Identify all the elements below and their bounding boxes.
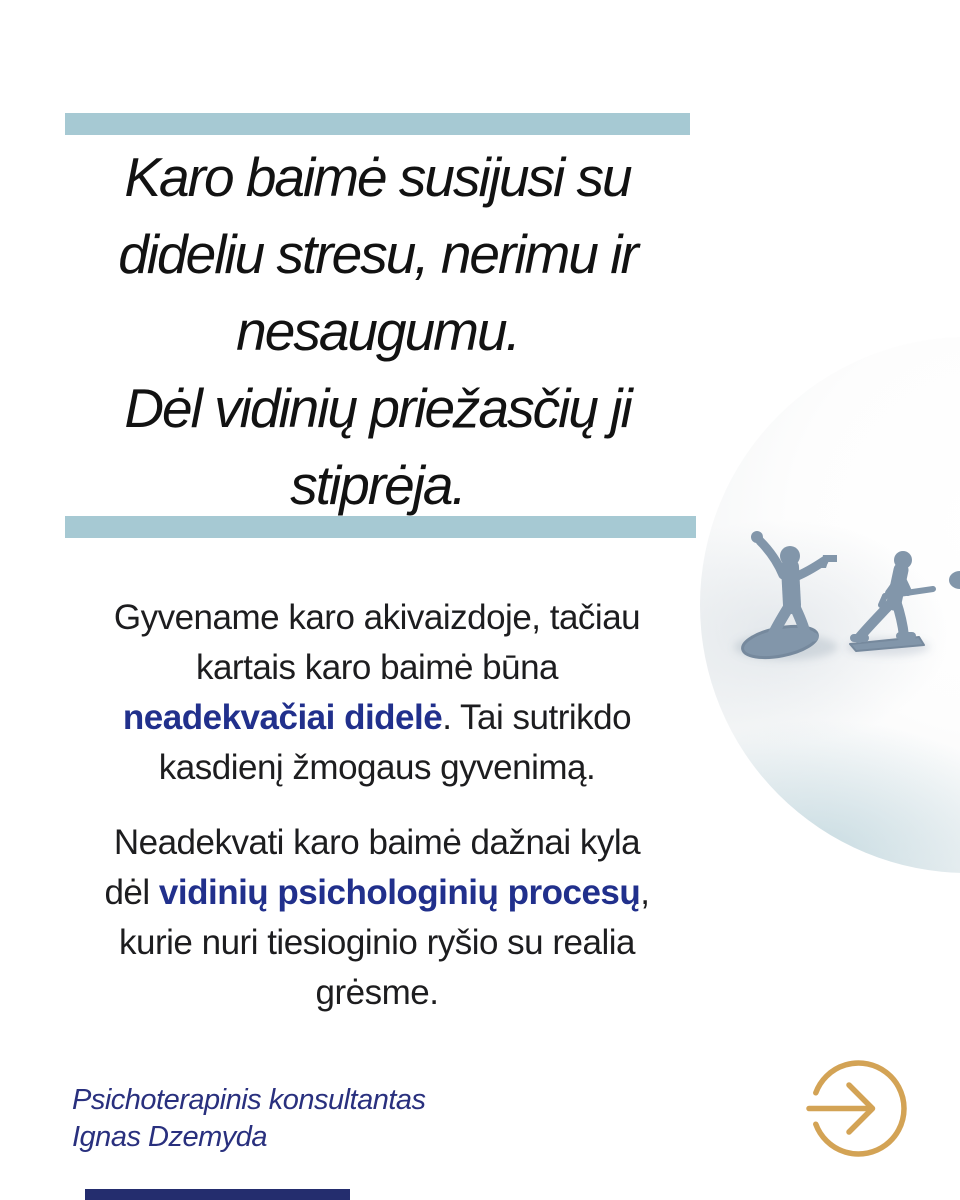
headline-line: nesaugumu. <box>236 300 519 362</box>
text-line <box>70 818 684 868</box>
text-line <box>70 643 684 693</box>
text-line <box>70 968 684 1018</box>
headline-line: Karo baimė susijusi su <box>124 146 631 208</box>
headline <box>65 139 690 524</box>
next-arrow-icon[interactable] <box>805 1055 915 1165</box>
paragraph-1 <box>70 593 684 793</box>
headline-line: Dėl vidinių priežasčių ji <box>124 377 631 439</box>
text-line <box>70 743 684 793</box>
clipped-toy-piece <box>949 571 960 589</box>
headline-line: dideliu stresu, nerimu ir <box>118 223 637 285</box>
toy-soldiers-illustration <box>700 337 960 873</box>
body-text: , <box>640 873 650 912</box>
bottom-accent-bar <box>85 1189 350 1200</box>
body-text: Neadekvati karo baimė dažnai kyla <box>113 823 641 862</box>
headline-line: stiprėja. <box>290 454 465 516</box>
credit <box>72 1082 426 1156</box>
toy-soldiers-photo <box>700 337 960 873</box>
text-line <box>70 693 684 743</box>
accent-text: neadekvačiai didelė <box>122 698 443 737</box>
divider-bar-top <box>65 113 690 135</box>
credit-role: Psichoterapinis konsultantas <box>72 1084 426 1116</box>
credit-name: Ignas Dzemyda <box>72 1121 267 1153</box>
soldier-figure-2 <box>850 551 933 651</box>
body-text: grėsme. <box>315 973 439 1012</box>
text-line <box>70 868 684 918</box>
body-text: . Tai sutrikdo <box>442 698 632 737</box>
body-text: dėl <box>104 873 159 912</box>
body-text: Gyvename karo akivaizdoje, tačiau <box>113 598 641 637</box>
body-text: kartais karo baimė būna <box>195 648 559 687</box>
text-line <box>70 918 684 968</box>
body-text: kurie nuri tiesioginio ryšio su realia <box>119 923 635 962</box>
body-text: kasdienį žmogaus gyvenimą. <box>158 748 596 787</box>
text-line <box>70 593 684 643</box>
paragraph-2 <box>70 818 684 1018</box>
accent-text: vidinių psichologinių procesų <box>158 873 641 912</box>
